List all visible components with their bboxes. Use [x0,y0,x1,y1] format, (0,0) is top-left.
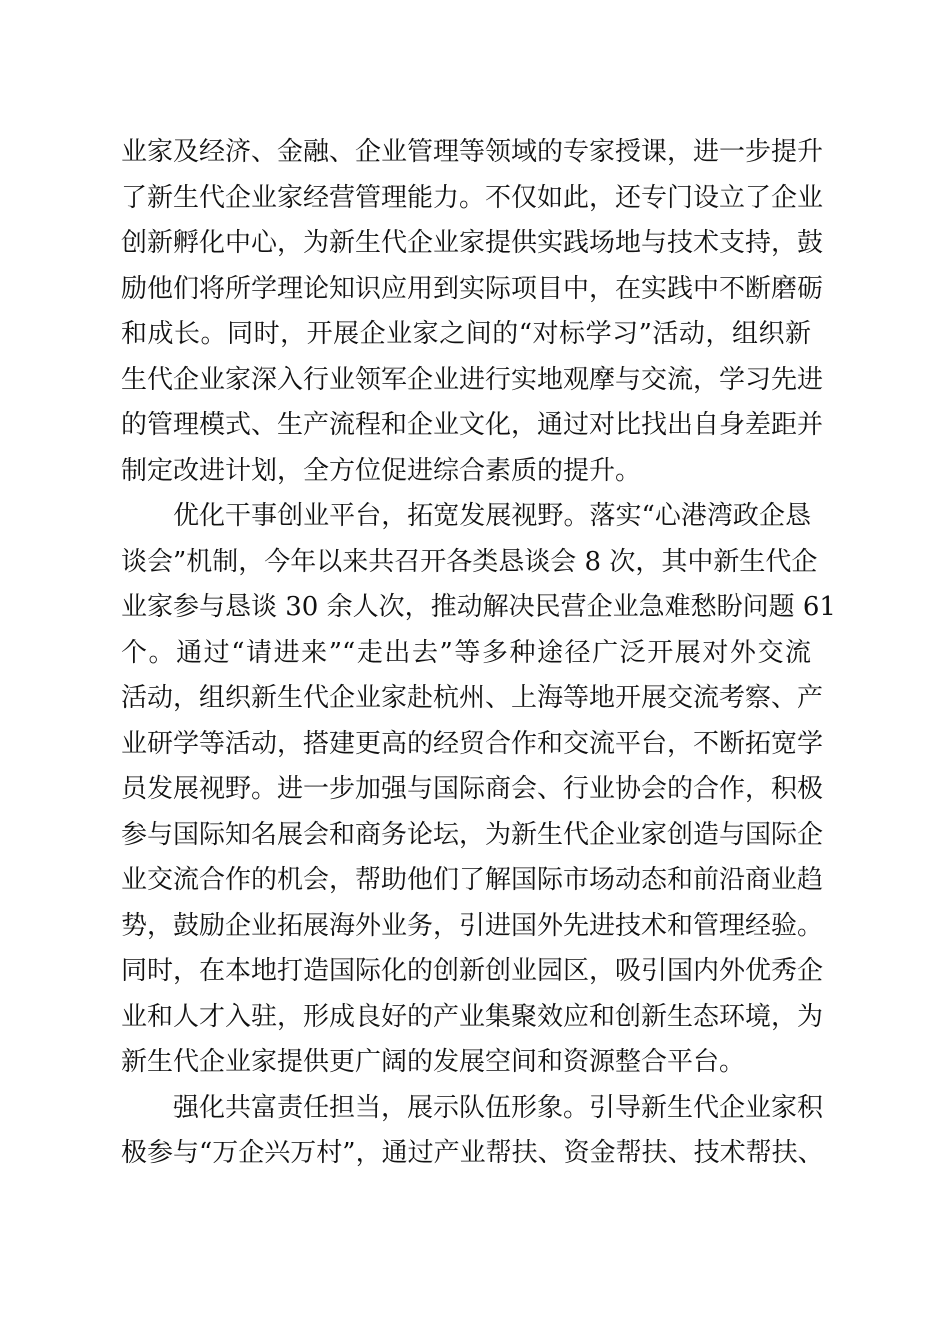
paragraph-heading-line: 优化干事创业平台，拓宽发展视野。落实“心港湾政企恳 [173,501,811,531]
text-line: 同时，在本地打造国际化的创新创业园区，吸引国内外优秀企 [121,956,824,986]
text-line: 新生代企业家提供更广阔的发展空间和资源整合平台。 [121,1047,746,1077]
text-line: 活动，组织新生代企业家赴杭州、上海等地开展交流考察、产 [121,683,824,713]
text-line: 个。通过“请进来”“走出去”等多种途径广泛开展对外交流 [121,637,811,668]
document-body [121,130,836,1177]
text-line: 势，鼓励企业拓展海外业务，引进国外先进技术和管理经验。 [121,910,824,941]
text-line: 的管理模式、生产流程和企业文化，通过对比找出自身差距并 [121,410,824,440]
text-line: 谈会”机制，今年以来共召开各类恳谈会 8 次，其中新生代企 [121,546,818,577]
text-line: 生代企业家深入行业领军企业进行实地观摩与交流，学习先进 [121,364,824,395]
text-line: 业家及经济、金融、企业管理等领域的专家授课，进一步提升 [121,137,824,167]
text-line: 和成长。同时，开展企业家之间的“对标学习”活动，组织新 [121,319,811,349]
text-line: 业交流合作的机会，帮助他们了解国际市场动态和前沿商业趋 [121,865,824,895]
text-line: 员发展视野。进一步加强与国际商会、行业协会的合作，积极 [121,774,824,804]
text-line: 业研学等活动，搭建更高的经贸合作和交流平台，不断拓宽学 [121,728,824,759]
text-line: 创新孵化中心，为新生代企业家提供实践场地与技术支持，鼓 [121,228,824,258]
paragraph-heading-line: 强化共富责任担当，展示队伍形象。引导新生代企业家积 [173,1092,824,1123]
text-line: 励他们将所学理论知识应用到实际项目中，在实践中不断磨砺 [121,273,824,304]
text-line: 业和人才入驻，形成良好的产业集聚效应和创新生态环境，为 [121,1001,824,1032]
text-line: 了新生代企业家经营管理能力。不仅如此，还专门设立了企业 [121,182,824,213]
text-line: 业家参与恳谈 30 余人次，推动解决民营企业急难愁盼问题 61 [121,592,836,622]
text-line: 制定改进计划，全方位促进综合素质的提升。 [121,455,642,486]
text-line: 参与国际知名展会和商务论坛，为新生代企业家创造与国际企 [121,819,824,850]
text-line: 极参与“万企兴万村”，通过产业帮扶、资金帮扶、技术帮扶、 [121,1138,824,1168]
